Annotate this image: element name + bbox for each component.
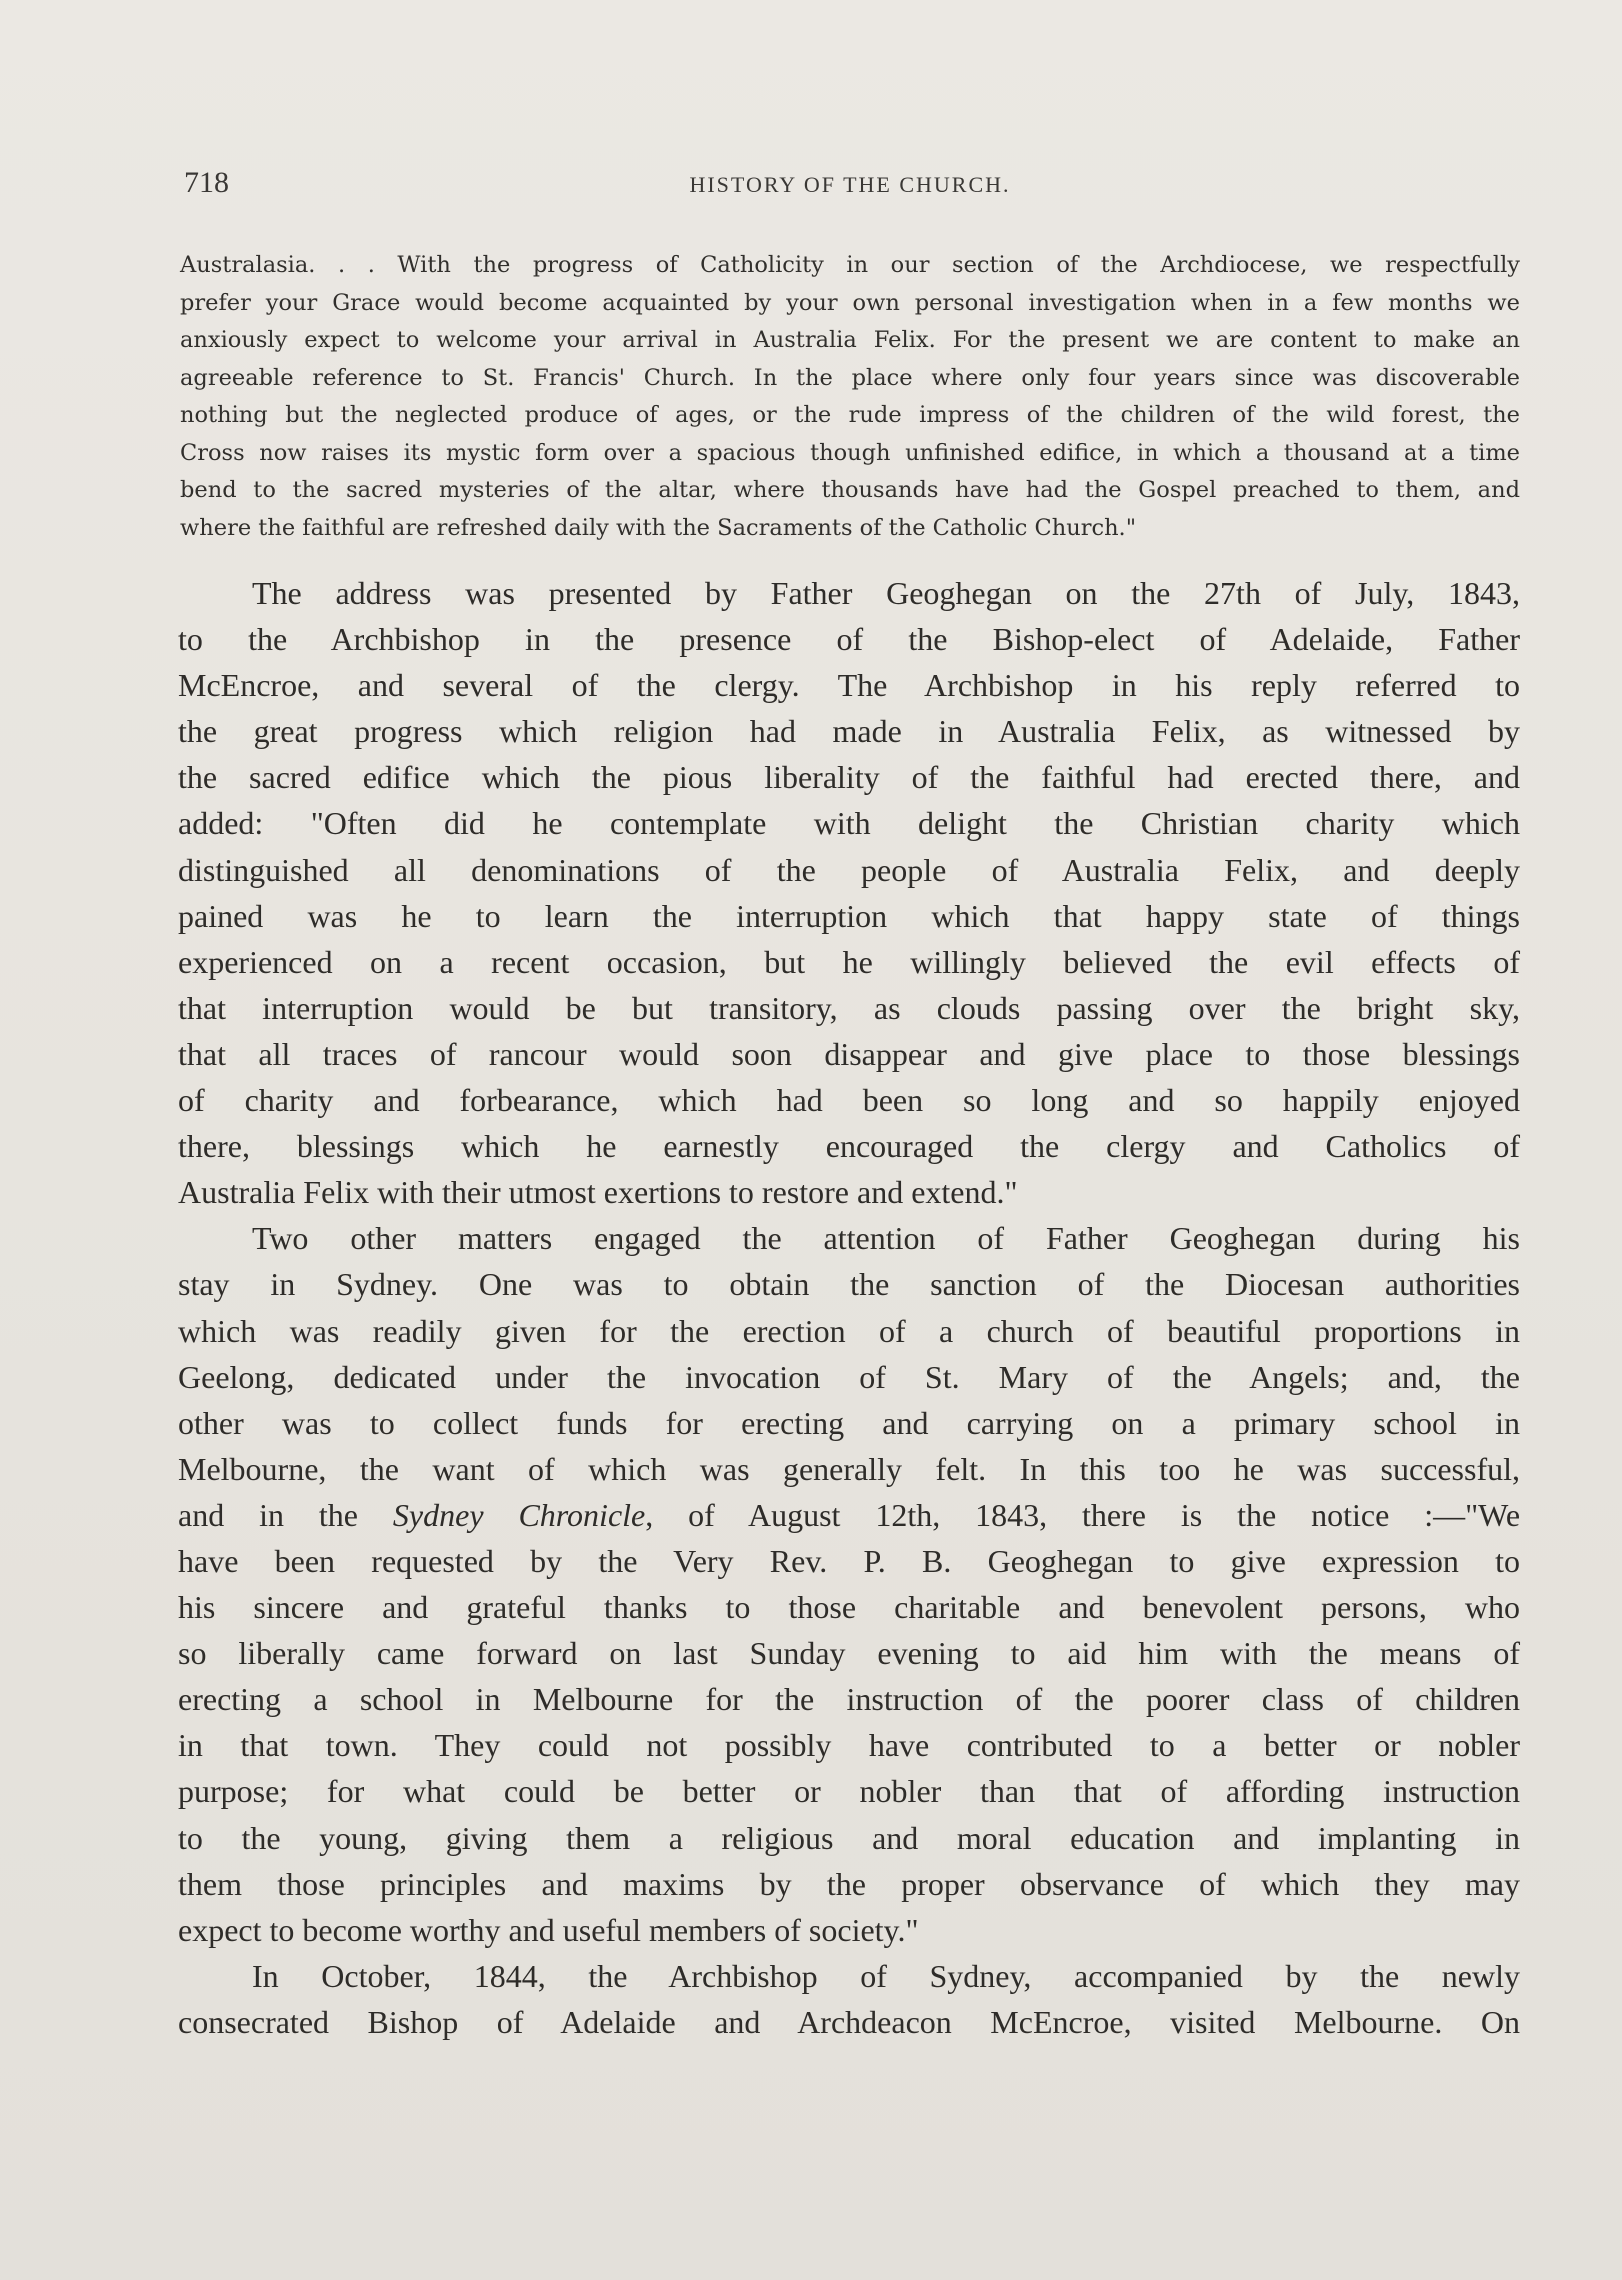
paragraph-2-line: stay in Sydney. One was to obtain the sanction of the Diocesan authorities — [178, 1266, 1520, 1303]
paragraph-2-line: which was readily given for the erection of a church of beautiful proportions in — [178, 1312, 1520, 1349]
page-number: 718 — [184, 166, 229, 199]
page-header — [180, 166, 1520, 206]
quote-line: where the faithful are refreshed daily with the Sacraments of the Catholic Church." — [180, 514, 1137, 541]
paragraph-1-line: to the Archbishop in the presence of the Bishop-elect of Adelaide, Father — [178, 621, 1520, 658]
paragraph-1-line: that interruption would be but transitory, as clouds passing over the bright sky, — [178, 989, 1520, 1026]
paragraph-2-line: to the young, giving them a religious and moral education and implanting in — [178, 1819, 1520, 1856]
paragraph-1-line: McEncroe, and several of the clergy. The Archbishop in his reply referred to — [178, 667, 1520, 704]
paragraph-2-line: Two other matters engaged the attention of Father Geoghegan during his — [252, 1220, 1520, 1257]
paragraph-2-line: Geelong, dedicated under the invocation of St. Mary of the Angels; and, the — [178, 1358, 1520, 1395]
paragraph-2-line: erecting a school in Melbourne for the instruction of the poorer class of children — [178, 1681, 1520, 1718]
quote-line: Australasia. . . With the progress of Catholicity in our section of the Archdiocese, we respectfully — [180, 252, 1520, 278]
paragraph-2-line: expect to become worthy and useful members of society." — [178, 1911, 919, 1948]
quoted-address-excerpt — [180, 247, 1520, 547]
paragraph-3-line: consecrated Bishop of Adelaide and Archdeacon McEncroe, visited Melbourne. On — [178, 2003, 1520, 2040]
paragraph-1-line: the sacred edifice which the pious liberality of the faithful had erected there, and — [178, 759, 1520, 796]
running-head: HISTORY OF THE CHURCH. — [689, 172, 1011, 197]
paragraph-2-line: them those principles and maxims by the proper observance of which they may — [178, 1865, 1520, 1902]
quote-line: Cross now raises its mystic form over a spacious though unfinished edifice, in which a thousand at a time — [180, 439, 1520, 466]
citation-prefix: and in the — [178, 1496, 393, 1533]
paragraph-2-line: purpose; for what could be better or nobler than that of affording instruction — [178, 1773, 1520, 1810]
quote-line: agreeable reference to St. Francis' Church. In the place where only four years since was discoverable — [180, 364, 1520, 391]
paragraph-1-line: there, blessings which he earnestly encouraged the clergy and Catholics of — [178, 1128, 1520, 1165]
quote-line: bend to the sacred mysteries of the altar, where thousands have had the Gospel preached to them, and — [180, 477, 1520, 503]
paragraph-3-line: In October, 1844, the Archbishop of Sydney, accompanied by the newly — [252, 1957, 1520, 1994]
paragraph-2-line: in that town. They could not possibly have contributed to a better or nobler — [178, 1727, 1520, 1764]
quote-line: anxiously expect to welcome your arrival in Australia Felix. For the present we are content to make an — [180, 327, 1520, 353]
quote-line: nothing but the neglected produce of ages, or the rude impress of the children of the wild forest, the — [180, 402, 1520, 428]
newspaper-title: Sydney Chronicle — [392, 1496, 646, 1533]
paragraph-1-line: The address was presented by Father Geoghegan on the 27th of July, 1843, — [252, 575, 1520, 611]
paragraph-1-line: experienced on a recent occasion, but he willingly believed the evil effects of — [178, 943, 1520, 980]
paragraph-2-line: other was to collect funds for erecting and carrying on a primary school in — [178, 1404, 1520, 1441]
citation-suffix: , of August 12th, 1843, there is the notice :—"We — [645, 1496, 1521, 1533]
paragraph-1-line: of charity and forbearance, which had been so long and so happily enjoyed — [178, 1082, 1520, 1119]
paragraph-1-line: Australia Felix with their utmost exertions to restore and extend." — [178, 1174, 1018, 1211]
paragraph-1-line: that all traces of rancour would soon disappear and give place to those blessings — [178, 1035, 1520, 1072]
paragraph-2-line: so liberally came forward on last Sunday evening to aid him with the means of — [178, 1635, 1520, 1672]
paragraph-2-line: his sincere and grateful thanks to those charitable and benevolent persons, who — [178, 1589, 1520, 1626]
paragraph-2-line: have been requested by the Very Rev. P. B. Geoghegan to give expression to — [178, 1542, 1520, 1579]
paragraph-1-line: added: "Often did he contemplate with delight the Christian charity which — [178, 805, 1520, 842]
paragraph-1-line: the great progress which religion had made in Australia Felix, as witnessed by — [178, 713, 1520, 750]
paragraph-2-line-with-citation — [178, 1492, 1520, 1538]
body-text — [178, 570, 1520, 2045]
paragraph-2-line: Melbourne, the want of which was generally felt. In this too he was successful, — [178, 1450, 1520, 1487]
paragraph-1-line: distinguished all denominations of the people of Australia Felix, and deeply — [178, 851, 1520, 888]
quote-line: prefer your Grace would become acquainted by your own personal investigation when in a few months we — [180, 289, 1520, 316]
paragraph-1-line: pained was he to learn the interruption which that happy state of things — [178, 897, 1520, 934]
